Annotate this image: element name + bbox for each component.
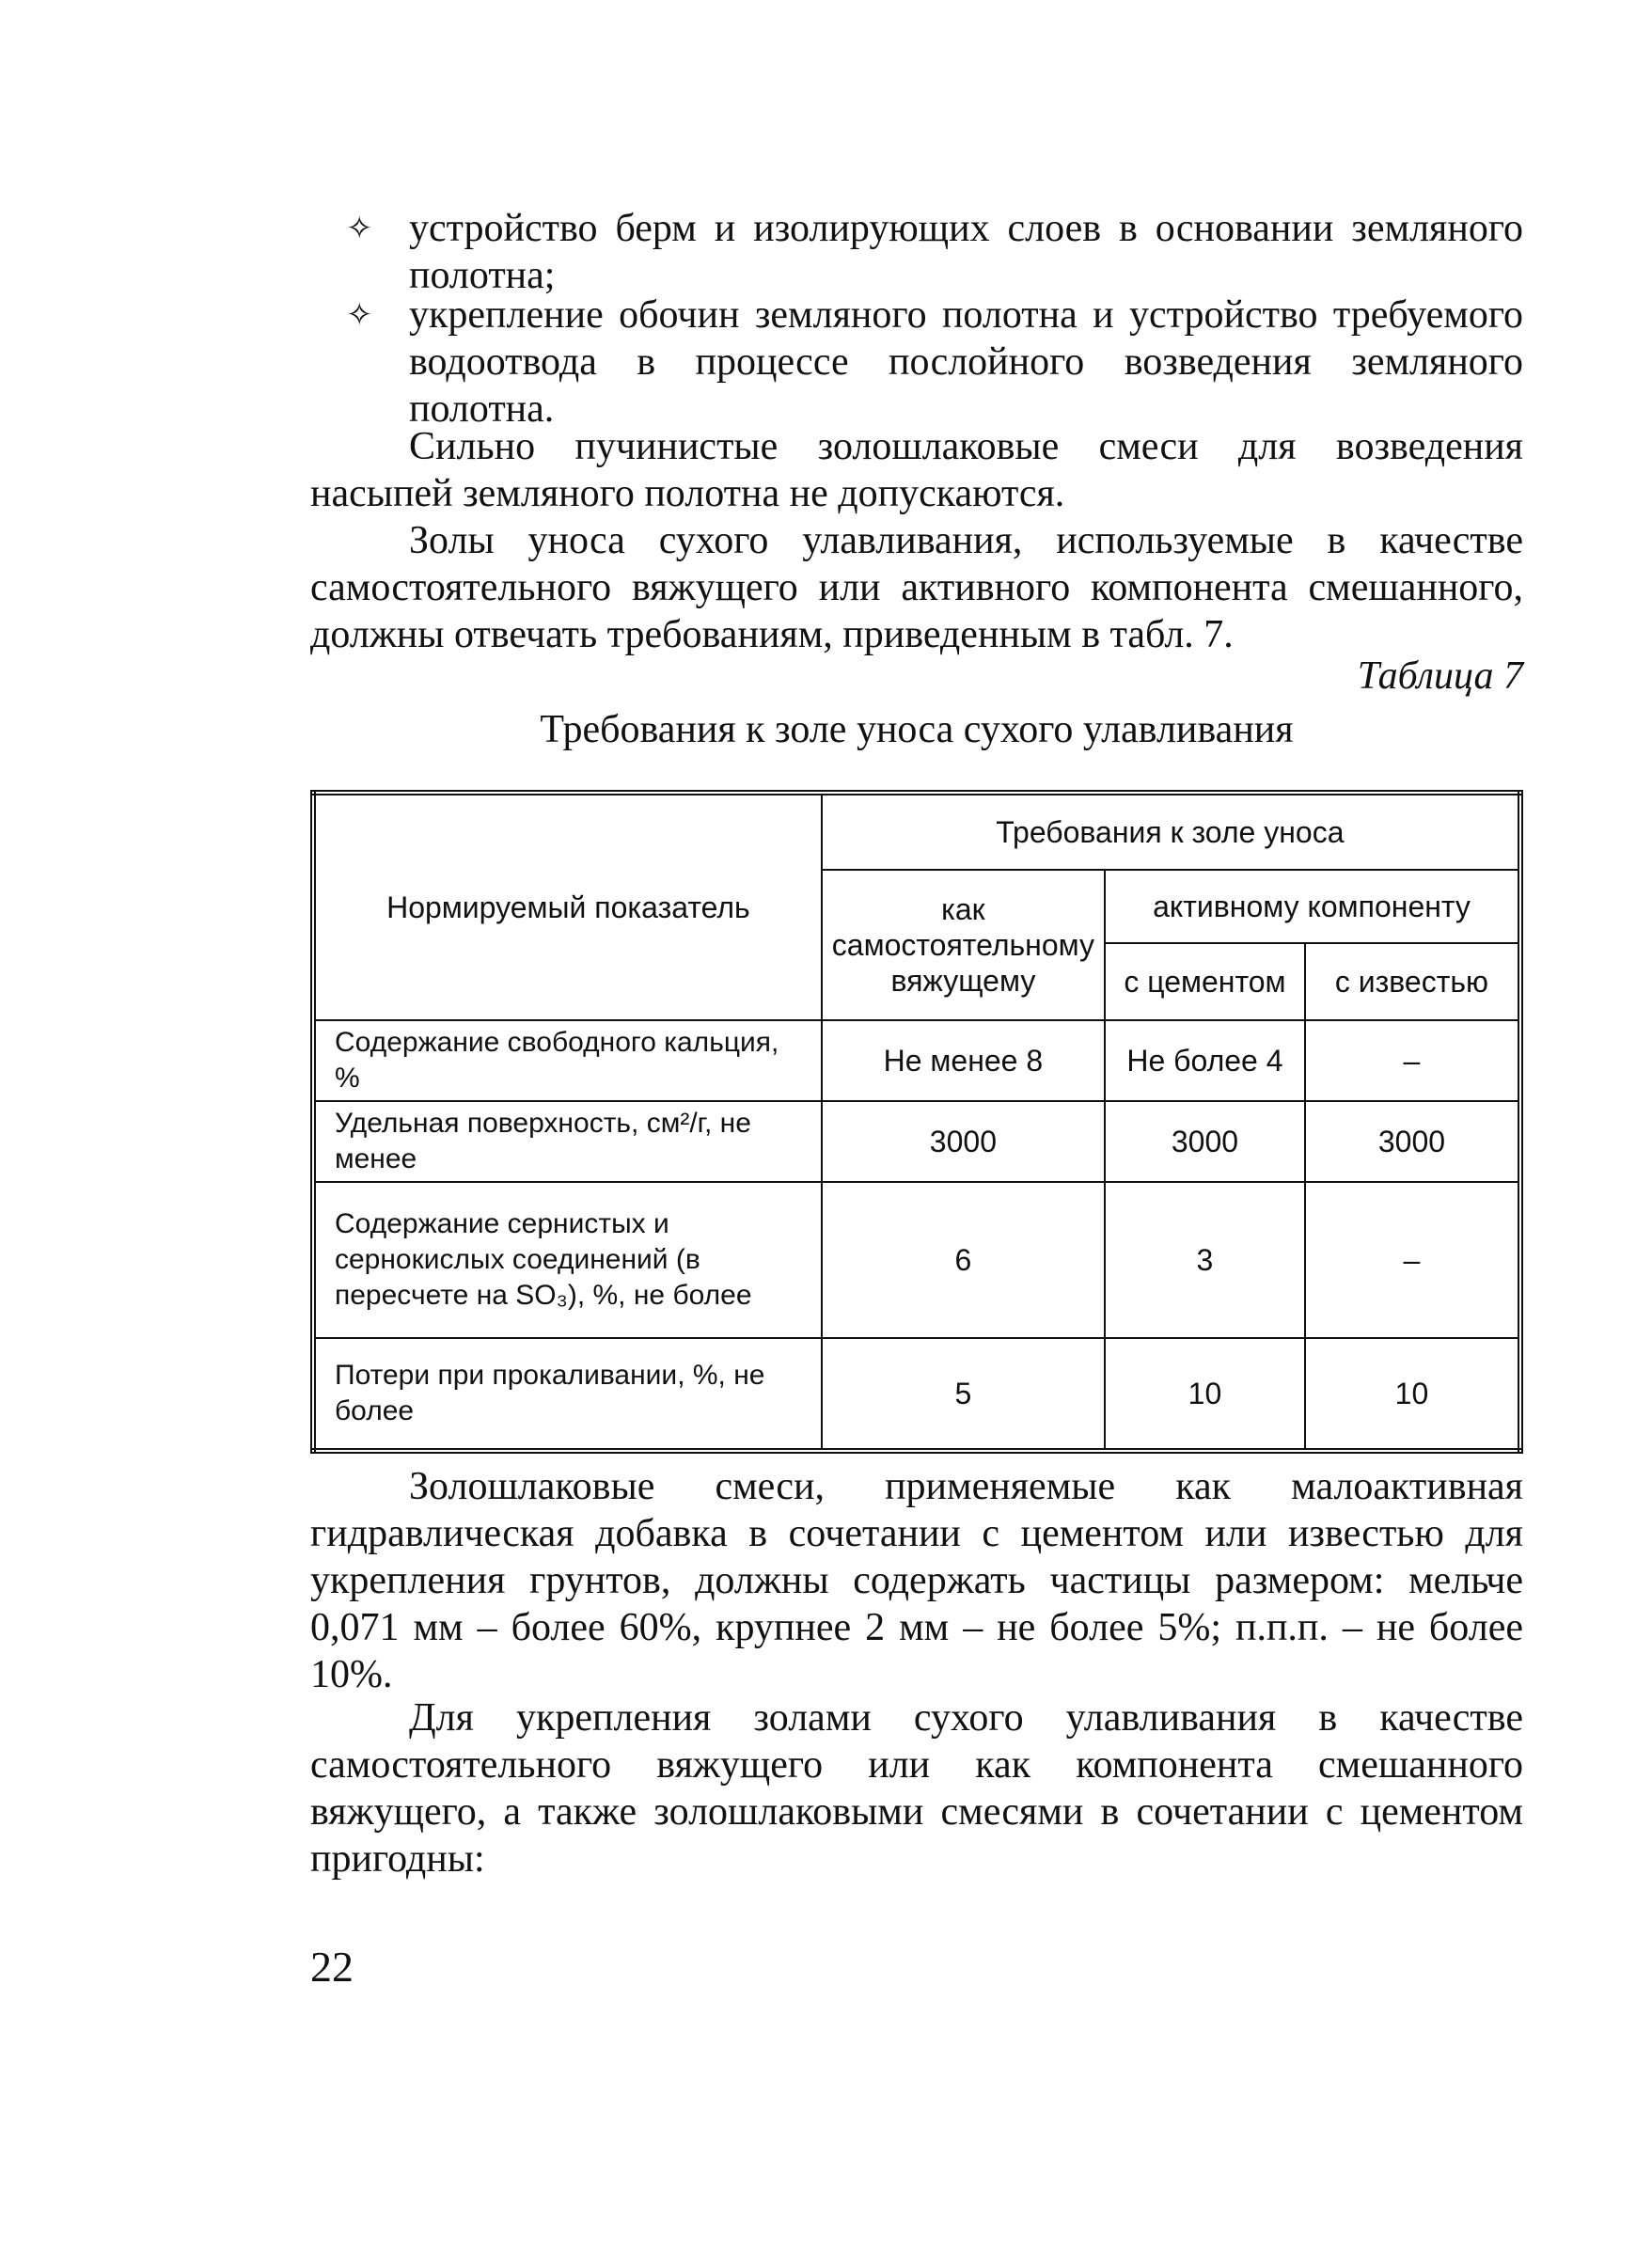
paragraph: Для укрепления золами сухого улавливания в качестве самостоятельного вяжущего или как компонента смешанного вяжущего, а также золошлаковыми смесями в сочетании с цементом пригодны: [310, 1696, 1523, 1881]
four-pointed-star-icon: ✧ [346, 296, 373, 334]
row-param: Содержание свободного кальция, % [313, 1020, 822, 1101]
cell-lime: 10 [1305, 1338, 1520, 1451]
row-param: Удельная поверхность, см²/г, не менее [313, 1101, 822, 1182]
cell-lime: 3000 [1305, 1101, 1520, 1182]
table-row [313, 1101, 1520, 1182]
row-param: Содержание сернистых и сернокислых соединений (в пересчете на SO₃), %, не более [313, 1182, 822, 1338]
table-row [313, 1338, 1520, 1451]
paragraph: Сильно пучинистые золошлаковые смеси для возведения насыпей земляного полотна не допускаются. [310, 425, 1523, 515]
bullet-text: укрепление обочин земляного полотна и устройство требуемого водоотвода в процессе послойного возведения земляного полотна. [409, 293, 1523, 431]
cell-cement: 3000 [1105, 1101, 1305, 1182]
table-label: Таблица 7 [1357, 654, 1523, 698]
header-param: Нормируемый показатель [313, 793, 822, 1020]
cell-lime: – [1305, 1182, 1520, 1338]
header-standalone: как самостоятельному вяжущему [822, 870, 1105, 1020]
header-active: активному компоненту [1105, 870, 1520, 943]
paragraph: Золы уноса сухого улавливания, используемые в качестве самостоятельного вяжущего или активного компонента смешанного, должны отвечать требованиям, приведенным в табл. 7. [310, 519, 1523, 656]
cell-standalone: 3000 [822, 1101, 1105, 1182]
row-param: Потери при прокаливании, %, не более [313, 1338, 822, 1451]
bullet-text: устройство берм и изолирующих слоев в основании земляного полотна; [409, 207, 1523, 297]
table-title: Требования к золе уноса сухого улавливания [540, 708, 1294, 751]
cell-standalone: Не менее 8 [822, 1020, 1105, 1101]
cell-lime: – [1305, 1020, 1520, 1101]
cell-standalone: 6 [822, 1182, 1105, 1338]
cell-standalone: 5 [822, 1338, 1105, 1451]
page-number: 22 [310, 1943, 354, 1991]
table-row [313, 1020, 1520, 1101]
table-row [313, 1182, 1520, 1338]
bullet-item [310, 205, 1523, 299]
paragraph: Золошлаковые смеси, применяемые как малоактивная гидравлическая добавка в сочетании с цементом или известью для укрепления грунтов, должны содержать частицы размером: мельче 0,071 мм – более 60%, крупнее 2 мм – не более 5%; п.п.п. – не более 10%. [310, 1465, 1523, 1696]
requirements-table [310, 790, 1523, 1454]
bullet-item [310, 291, 1523, 433]
header-cement: с цементом [1105, 943, 1305, 1020]
cell-cement: 10 [1105, 1338, 1305, 1451]
four-pointed-star-icon: ✧ [346, 210, 373, 247]
header-lime: с известью [1305, 943, 1520, 1020]
cell-cement: 3 [1105, 1182, 1305, 1338]
cell-cement: Не более 4 [1105, 1020, 1305, 1101]
header-group: Требования к золе уноса [822, 793, 1520, 870]
